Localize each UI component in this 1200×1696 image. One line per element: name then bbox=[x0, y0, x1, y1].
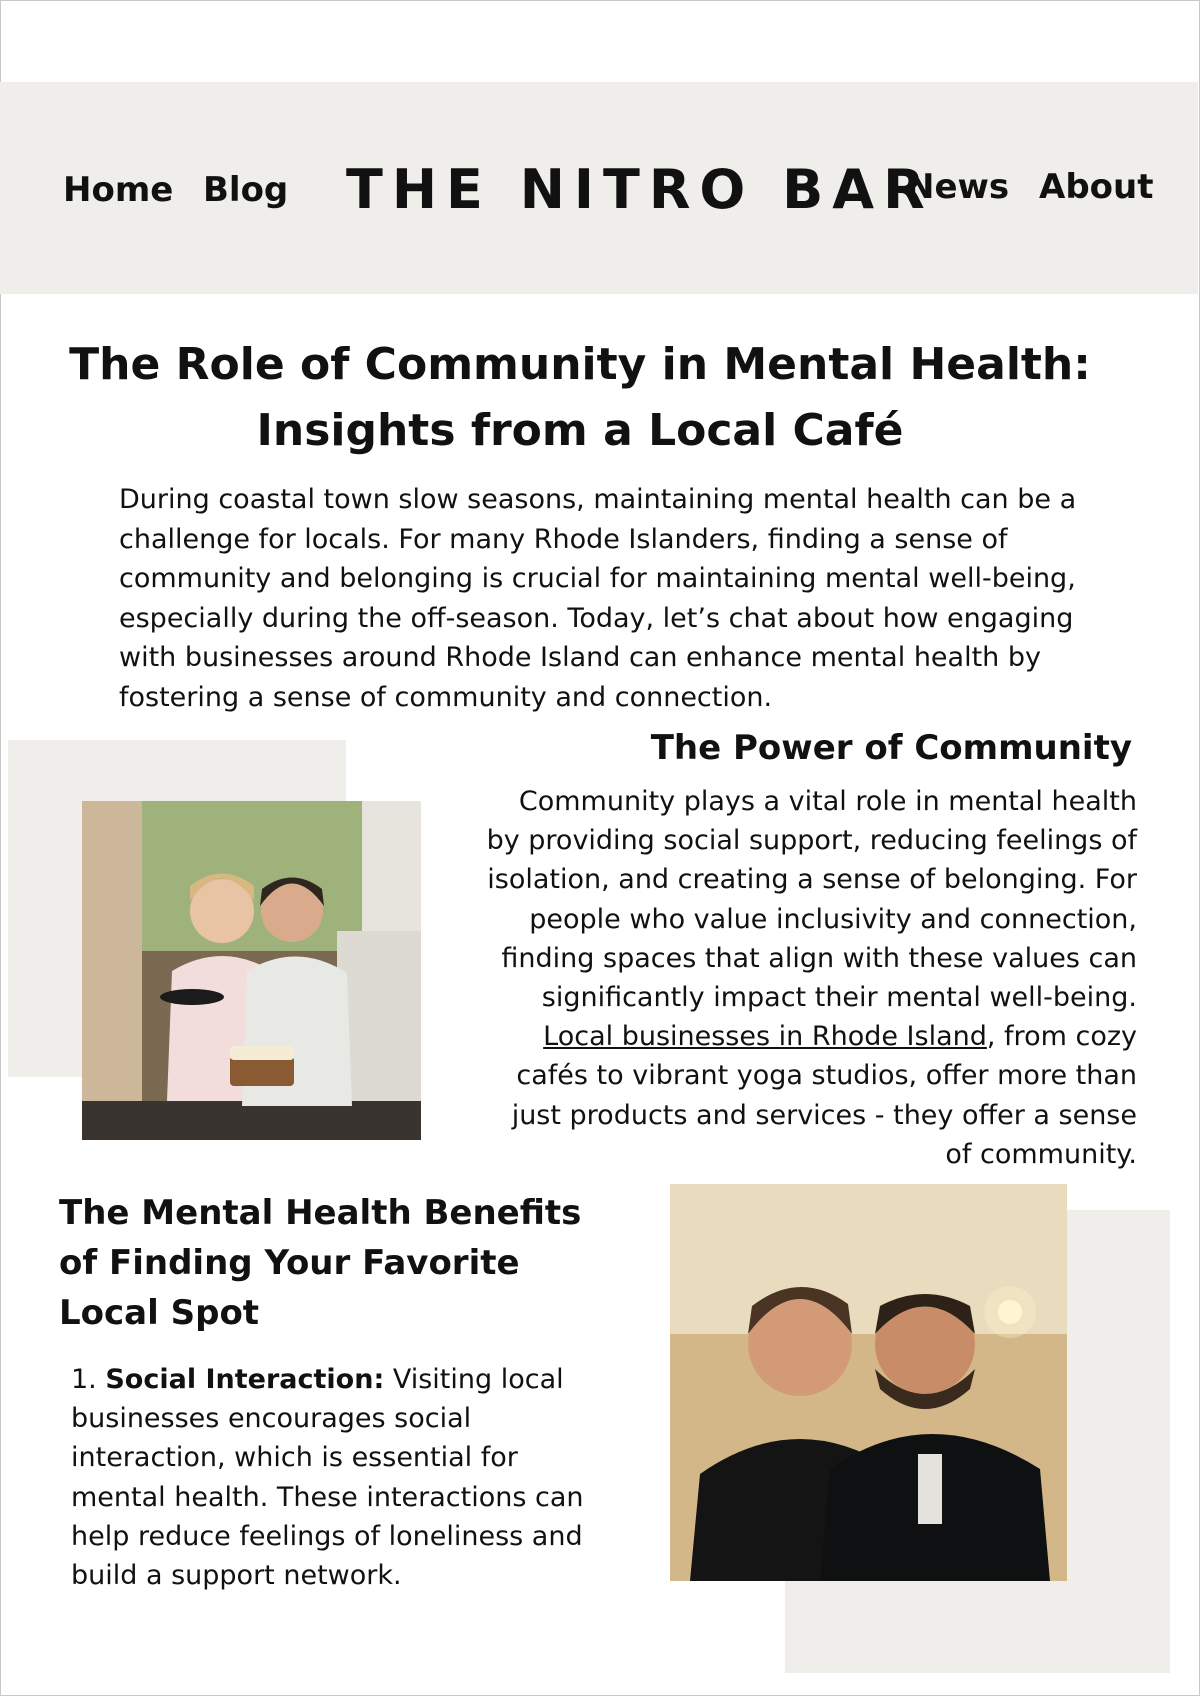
article-title-line1: The Role of Community in Mental Health: bbox=[69, 339, 1091, 390]
community-text-after-link: , from cozy cafés to vibrant yoga studios, offer more than just products and services - they offer a sense of community. bbox=[511, 1021, 1137, 1170]
site-logo[interactable]: THE NITRO BAR bbox=[346, 158, 934, 221]
community-paragraph bbox=[478, 782, 1137, 1174]
cafe-staff-photo bbox=[82, 801, 421, 1140]
two-men-selfie-photo-art bbox=[670, 1184, 1067, 1581]
local-businesses-link[interactable]: Local businesses in Rhode Island bbox=[543, 1021, 987, 1053]
article-title-line2: Insights from a Local Café bbox=[256, 405, 904, 456]
section-heading-power-of-community: The Power of Community bbox=[650, 728, 1132, 768]
intro-paragraph: During coastal town slow seasons, maintaining mental health can be a challenge for locals. For many Rhode Islanders, finding a sense of community and belonging is crucial for maintaining mental well-being, especially during the off-season. Today, let’s chat about how engaging with businesses around Rhode Island can enhance mental health by fostering a sense of community and connection. bbox=[119, 484, 1077, 713]
list-item-title: Social Interaction: bbox=[105, 1364, 385, 1395]
nav-home-link[interactable]: Home bbox=[63, 170, 174, 210]
nav-blog-link[interactable]: Blog bbox=[203, 170, 289, 210]
list-item-text: Visiting local businesses encourages social interaction, which is essential for mental health. These interactions can help reduce feelings of loneliness and build a support network. bbox=[71, 1364, 584, 1592]
list-item-number: 1. bbox=[71, 1364, 97, 1395]
two-men-selfie-photo bbox=[670, 1184, 1067, 1581]
nav-news-link[interactable]: News bbox=[906, 167, 1010, 207]
article-title bbox=[60, 332, 1100, 464]
section-heading-mental-health-benefits: The Mental Health Benefits of Finding Your Favorite Local Spot bbox=[59, 1193, 582, 1333]
nav-about-link[interactable]: About bbox=[1039, 167, 1154, 207]
community-text-before-link: Community plays a vital role in mental health by providing social support, reducing feelings of isolation, and creating a sense of belonging. For people who value inclusivity and connection, finding spaces that align with these values can significantly impact their mental well-being. bbox=[486, 786, 1137, 1014]
cafe-staff-photo-art bbox=[82, 801, 421, 1140]
benefit-list-item bbox=[71, 1360, 611, 1595]
